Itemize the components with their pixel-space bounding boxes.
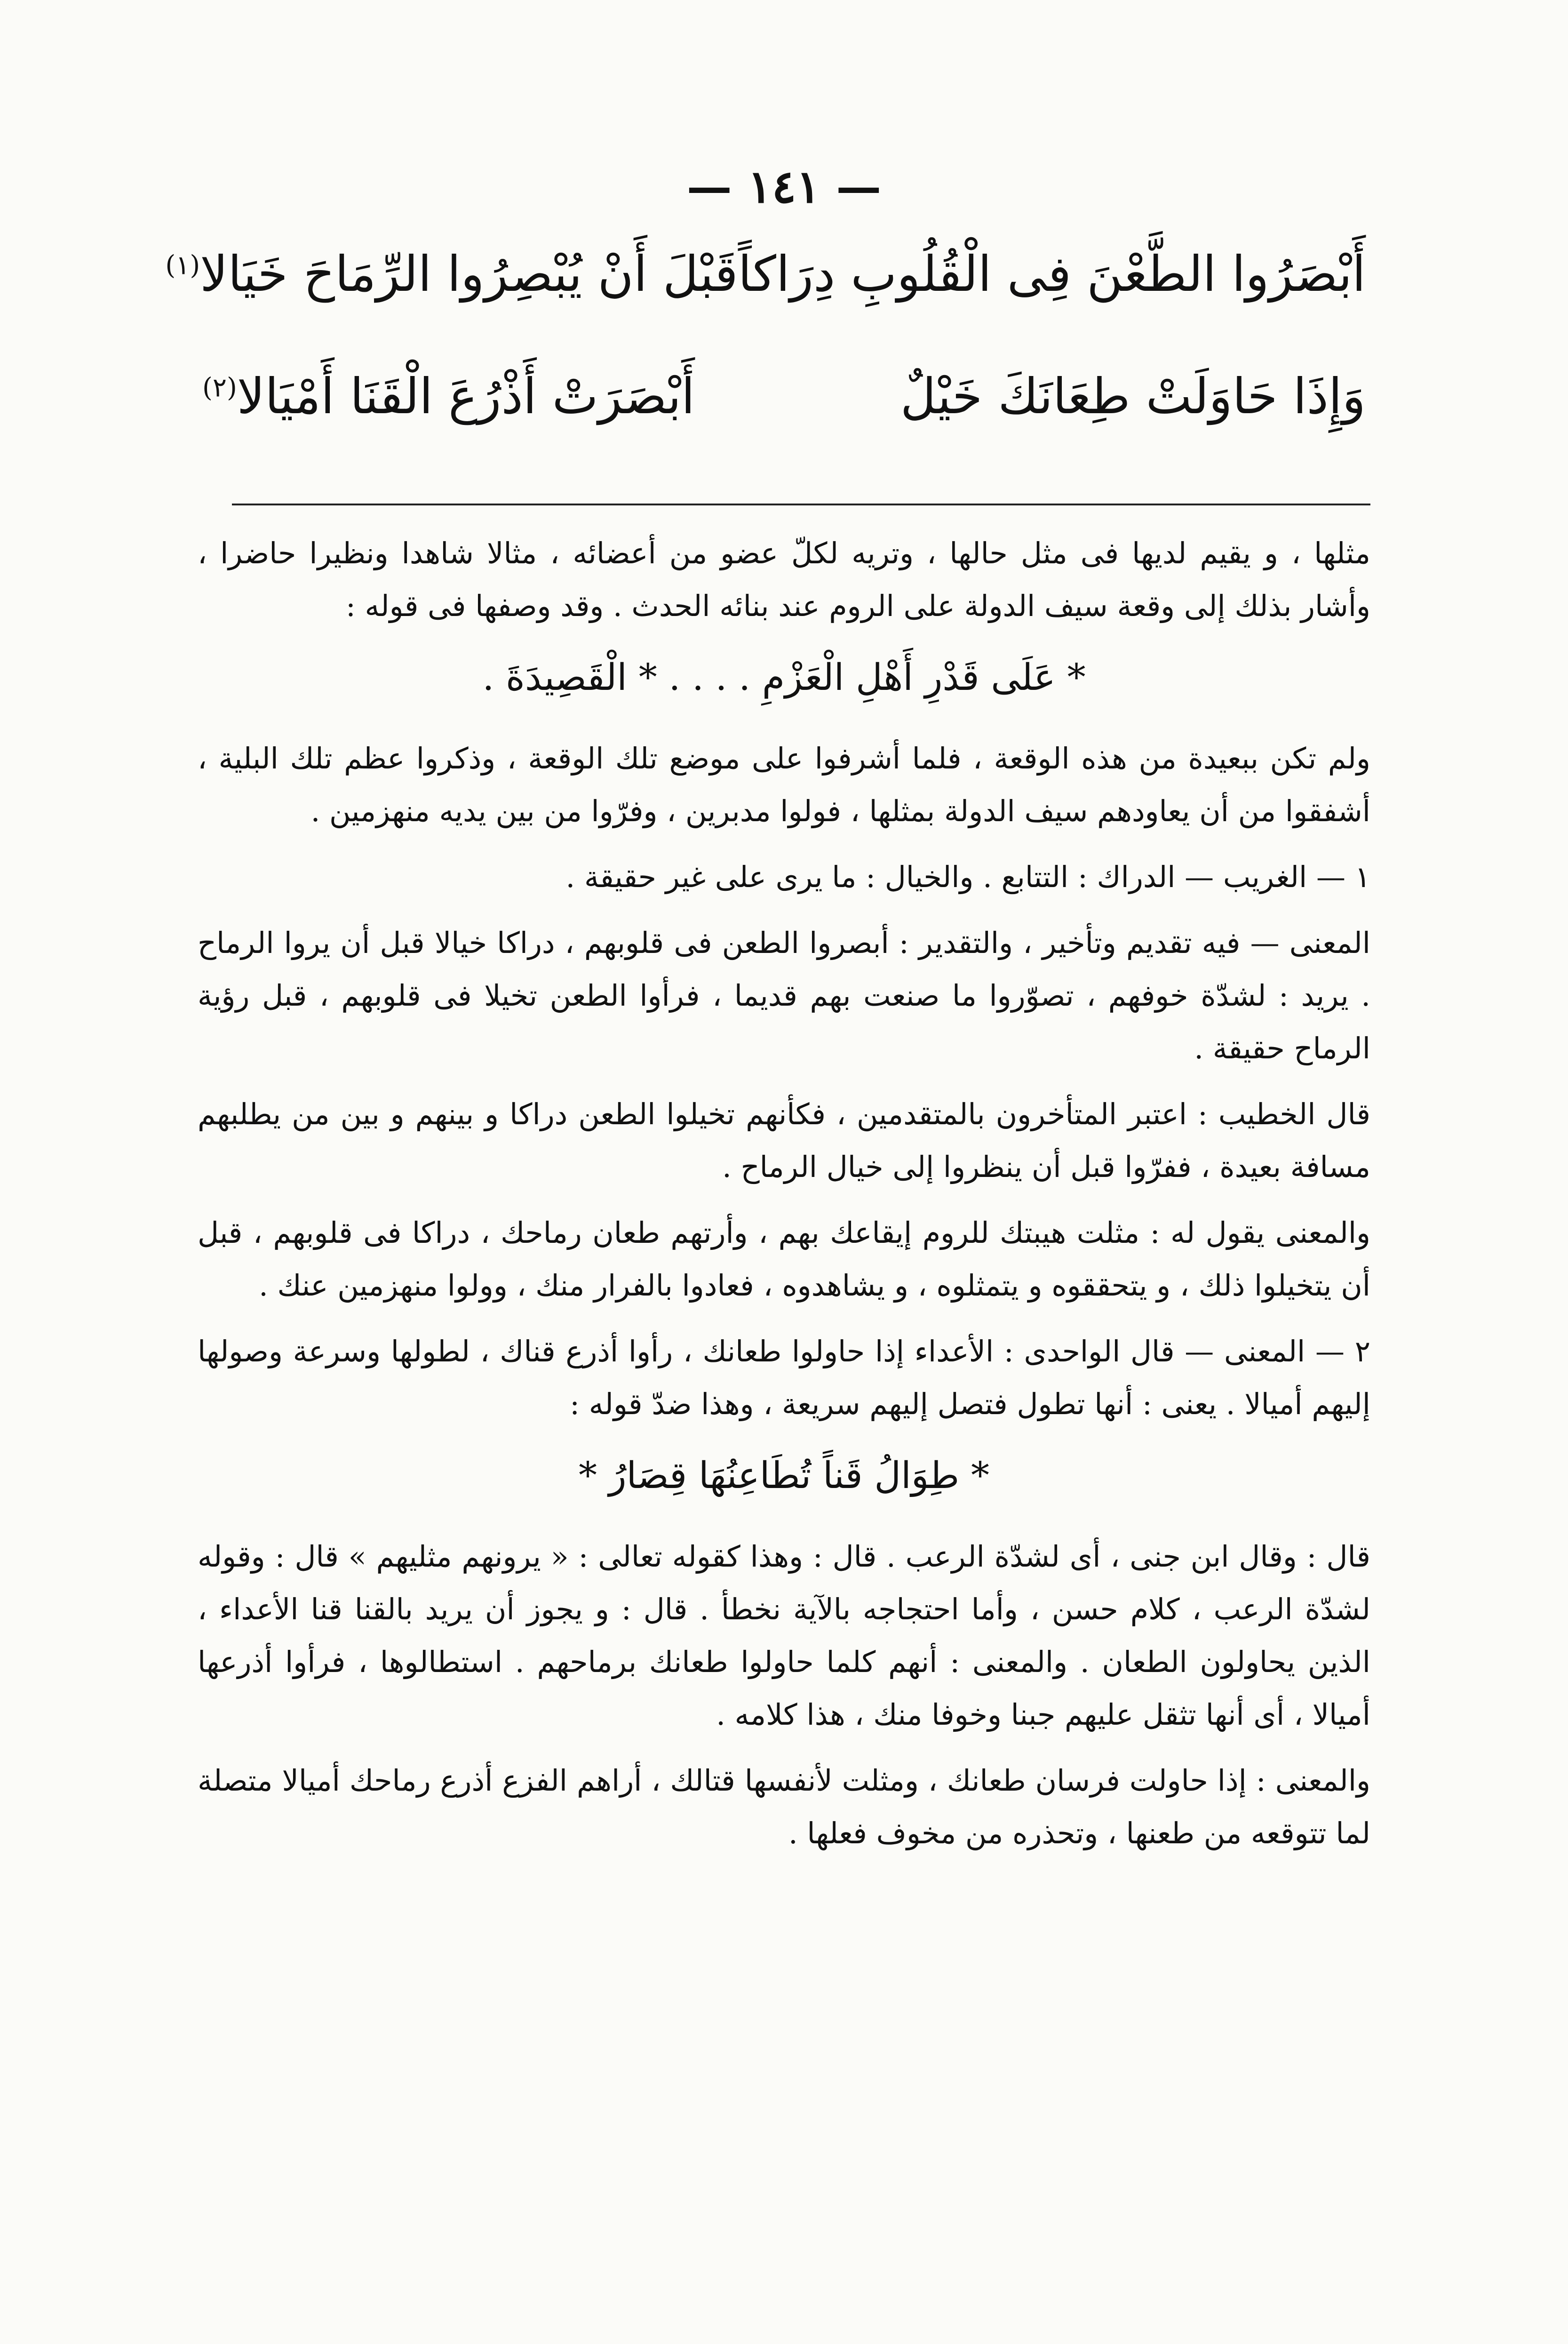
verse-2-second-hemistich: أَبْصَرَتْ أَذْرُعَ الْقَنَا أَمْيَالا xyxy=(237,368,695,425)
verse-line-2 xyxy=(202,367,1366,426)
verse-line-1 xyxy=(165,245,1366,304)
quoted-hemistich-2: * طِوَالُ قَناً تُطَاعِنُهَا قِصَارُ * xyxy=(579,1455,989,1497)
verse-1-second-hemistich-wrap xyxy=(165,245,738,304)
footnote-2-ibn-jinni: قال : وقال ابن جنى ، أى لشدّة الرعب . قال : وهذا كقوله تعالى : « يرونهم مثليهم » قال : وقوله لشدّة الرعب ، كلام حسن ، وأما احتجاجه بالآية نخطأ . قال : و يجوز أن يريد بالقنا قنا الأعداء ، الذين يحاولون الطعان . والمعنى : أنهم كلما حاولوا طعانك برماحهم . استطالوها ، فرأوا أذرعها أميالا ، أى أنها تثقل عليهم جبنا وخوفا منك ، هذا كلامه . xyxy=(198,1539,1371,1732)
footnote-2-conclusion: والمعنى : إذا حاولت فرسان طعانك ، ومثلت لأنفسها قتالك ، أراهم الفزع أذرع رماحك أميالا متصلة لما تتوقعه من طعنها ، وتحذره من مخوف فعلها . xyxy=(198,1763,1370,1850)
verse-1-second-hemistich: قَبْلَ أَنْ يُبْصِرُوا الرِّمَاحَ خَيَالا xyxy=(200,245,738,303)
paragraph-intro: مثلها ، و يقيم لديها فى مثل حالها ، وتريه لكلّ عضو من أعضائه ، مثالا شاهدا ونظيرا حاضرا ، وأشار بذلك إلى وقعة سيف الدولة على الروم عند بنائه الحدث . وقد وصفها فى قوله : xyxy=(198,536,1370,623)
verse-1-first-hemistich: أَبْصَرُوا الطَّعْنَ فِى الْقُلُوبِ دِرَاكاً xyxy=(738,245,1366,303)
page-number: — ١٤١ — xyxy=(686,160,882,213)
footnote-1-vocabulary: ١ — الغريب — الدراك : التتابع . والخيال : ما يرى على غير حقيقة . xyxy=(565,860,1370,894)
footnote-1-explanation: والمعنى يقول له : مثلت هيبتك للروم إيقاعك بهم ، وأرتهم طعان رماحك ، دراكا فى قلوبهم ، قبل أن يتخيلوا ذلك ، و يتحققوه و يتمثلوه ، و يشاهدوه ، فعادوا بالفرار منك ، وولوا منهزمين عنك . xyxy=(198,1216,1371,1303)
paragraph-context: ولم تكن ببعيدة من هذه الوقعة ، فلما أشرفوا على موضع تلك الوقعة ، وذكروا عظم تلك البلية ، أشفقوا من أن يعاودهم سيف الدولة بمثلها ، فولوا مدبرين ، وفرّوا من بين يديه منهزمين . xyxy=(198,741,1370,828)
verse-2-second-hemistich-wrap xyxy=(202,367,695,426)
verse-2-first-hemistich: وَإِذَا حَاوَلَتْ طِعَانَكَ خَيْلٌ xyxy=(900,368,1366,425)
verse-2-footnote-ref: (٢) xyxy=(202,372,237,403)
quoted-hemistich-1: * عَلَى قَدْرِ أَهْلِ الْعَزْمِ . . . . * الْقَصِيدَةَ . xyxy=(482,656,1086,699)
commentary-text xyxy=(198,527,1370,1873)
verse-1-footnote-ref: (١) xyxy=(165,250,200,281)
footnote-2-meaning: ٢ — المعنى — قال الواحدى : الأعداء إذا حاولوا طعانك ، رأوا أذرع قناك ، لطولها وسرعة وصولها إليهم أميالا . يعنى : أنها تطول فتصل إليهم سريعة ، وهذا ضدّ قوله : xyxy=(198,1334,1370,1421)
separator-rule xyxy=(232,504,1370,505)
footnote-1-khatib: قال الخطيب : اعتبر المتأخرون بالمتقدمين ، فكأنهم تخيلوا الطعن دراكا و بينهم و بين من يطلبهم مسافة بعيدة ، ففرّوا قبل أن ينظروا إلى خيال الرماح . xyxy=(198,1097,1370,1184)
footnote-1-meaning: المعنى — فيه تقديم وتأخير ، والتقدير : أبصروا الطعن فى قلوبهم ، دراكا خيالا قبل أن يروا الرماح . يريد : لشدّة خوفهم ، تصوّروا ما صنعت بهم قديما ، فرأوا الطعن تخيلا فى قلوبهم ، قبل رؤية الرماح حقيقة . xyxy=(198,926,1370,1065)
